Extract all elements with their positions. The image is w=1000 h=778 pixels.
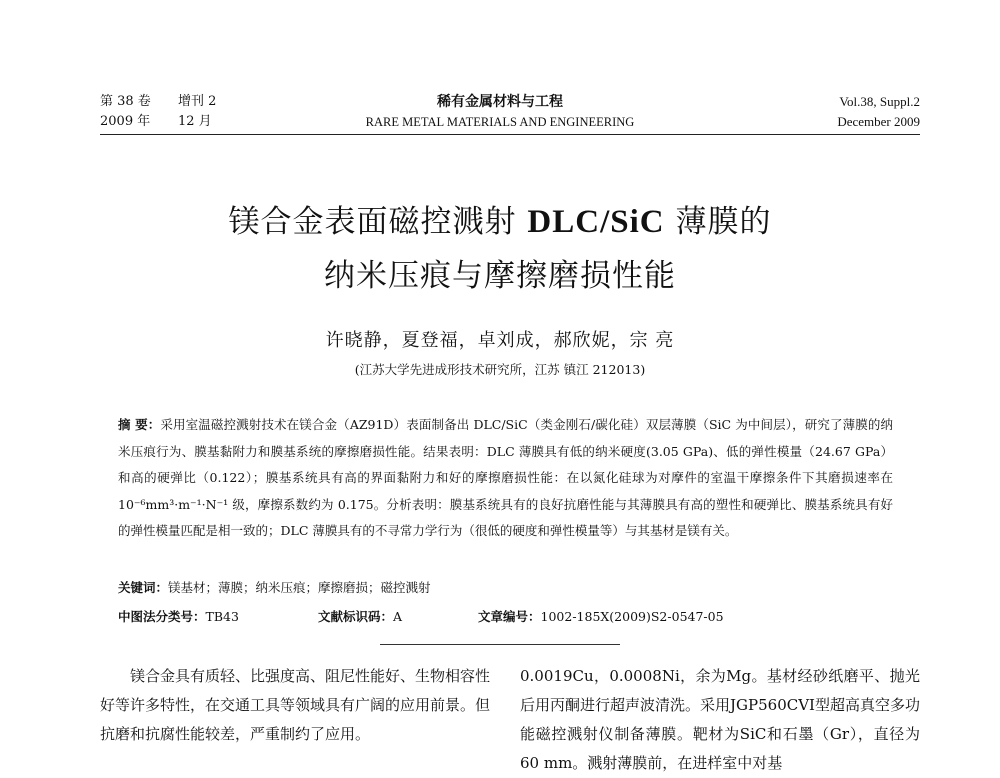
- affiliation: (江苏大学先进成形技术研究所，江苏 镇江 212013): [354, 362, 646, 377]
- abstract-label: 摘 要：: [118, 417, 161, 432]
- keywords-text: 镁基材；薄膜；纳米压痕；摩擦磨损；磁控溅射: [168, 580, 431, 595]
- supplement-cn: 增刊 2: [178, 94, 217, 109]
- journal-name-en: RARE METAL MATERIALS AND ENGINEERING: [365, 115, 635, 129]
- body-column-right: 0.0019Cu，0.0008Ni，余为Mg。基材经砂纸磨平、抛光后用丙酮进行超声波清洗。采用JGP560CVI型超高真空多功能磁控溅射仪制备薄膜。靶材为SiC和石墨（Gr），直径为60 mm。溅射薄膜前，在进样室中对基: [520, 667, 920, 772]
- journal-volume-info: [100, 92, 216, 132]
- abstract: [118, 412, 893, 545]
- month-cn: 12 月: [178, 114, 212, 129]
- abstract-text: 采用室温磁控溅射技术在镁合金（AZ91D）表面制备出 DLC/SiC（类金刚石/碳化硅）双层薄膜（SiC 为中间层），研究了薄膜的纳米压痕行为、膜基黏附力和膜基系统的摩擦磨损性能。结果表明：DLC 薄膜具有低的纳米硬度(3.05 GPa)、低的弹性模量（24.67 GPa）和高的硬弹比（0.122）；膜基系统具有高的界面黏附力和好的摩擦磨损性能：在以氮化硅球为对摩件的室温干摩擦条件下其磨损速率在 10⁻⁶mm³·m⁻¹·N⁻¹ 级，摩擦系数约为 0.175。分析表明：膜基系统具有的良好抗磨性能与其薄膜具有高的塑性和硬弹比、膜基系统具有好的弹性模量匹配是相一致的；DLC 薄膜具有的不寻常力学行为（很低的硬度和弹性模量等）与其基材是镁有关。: [118, 417, 893, 538]
- paper-title-line1: 镁合金表面磁控溅射 DLC/SiC 薄膜的: [228, 204, 772, 240]
- article-number: 文章编号：1002-185X(2009)S2-0547-05: [478, 609, 724, 624]
- body-column-left: 镁合金具有质轻、比强度高、阻尼性能好、生物相容性好等许多特性，在交通工具等领域具有广阔的应用前景。但抗磨和抗腐性能较差，严重制约了应用。: [100, 667, 491, 743]
- date-en: December 2009: [837, 114, 920, 129]
- journal-name-cn: 稀有金属材料与工程: [437, 94, 563, 110]
- keywords-label: 关键词：: [118, 580, 169, 595]
- clc-number: 中图法分类号：TB43: [118, 609, 239, 624]
- keywords: [118, 578, 431, 596]
- journal-volume-en: [837, 92, 920, 132]
- header-rule: [100, 134, 920, 135]
- journal-name: [300, 92, 700, 132]
- document-code: 文献标识码：A: [318, 609, 403, 624]
- section-divider: [380, 644, 620, 645]
- volume-cn: 第 38 卷: [100, 94, 151, 109]
- volume-en: Vol.38, Suppl.2: [839, 94, 920, 109]
- year-cn: 2009 年: [100, 114, 151, 129]
- paper-title-line2: 纳米压痕与摩擦磨损性能: [324, 258, 676, 294]
- authors: 许晓静，夏登福，卓刘成，郝欣妮，宗 亮: [325, 330, 675, 351]
